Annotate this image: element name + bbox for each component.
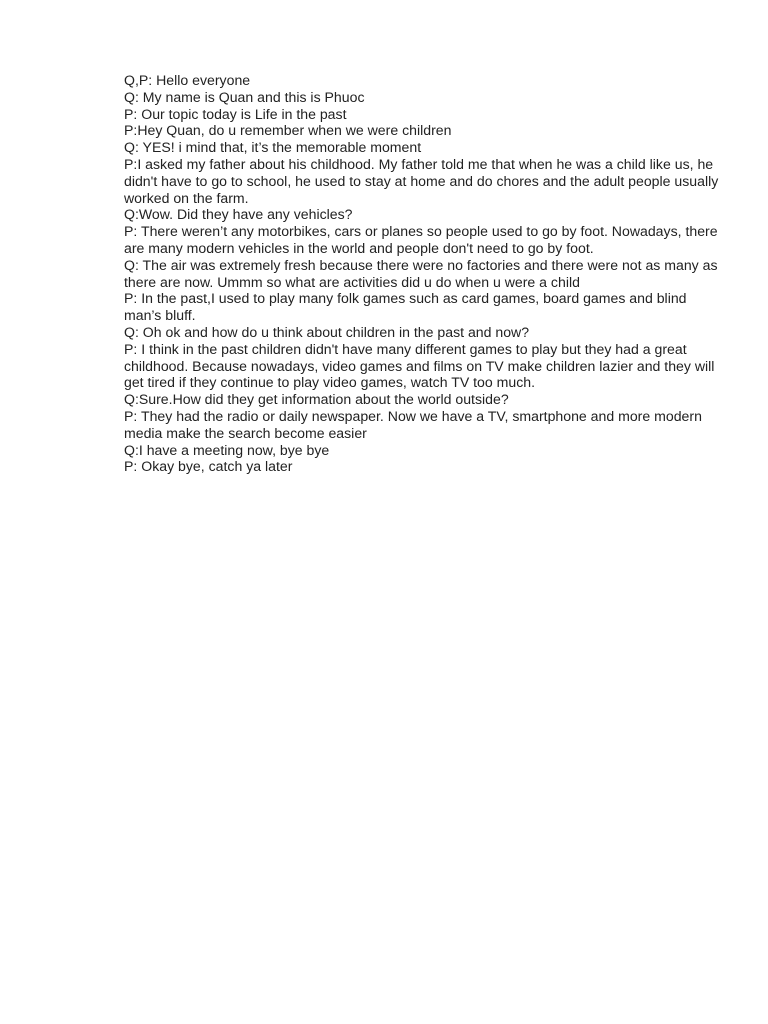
dialogue-line: P: I think in the past children didn't have many different games to play but they had a great childhood. Because nowadays, video games and films on TV make children lazier and they will get tired if they continue to play video games, watch TV too much. [124, 340, 715, 391]
dialogue-line: P: Our topic today is Life in the past [124, 105, 347, 122]
dialogue-line: P:I asked my father about his childhood. My father told me that when he was a child like us, he didn't have to go to school, he used to stay at home and do chores and the adult people usually worked on the farm. [124, 155, 719, 206]
dialogue-line: P: They had the radio or daily newspaper. Now we have a TV, smartphone and more modern media make the search become easier [124, 407, 702, 441]
dialogue-line: Q: My name is Quan and this is Phuoc [124, 88, 365, 105]
dialogue-line: Q:Wow. Did they have any vehicles? [124, 206, 353, 223]
dialogue-line: Q,P: Hello everyone [124, 72, 251, 88]
dialogue-line: Q: YES! i mind that, it’s the memorable moment [124, 139, 422, 156]
dialogue-line: Q:I have a meeting now, bye bye [124, 441, 330, 458]
dialogue-text [124, 72, 720, 475]
dialogue-line: P: Okay bye, catch ya later [124, 458, 293, 475]
dialogue-line: Q: The air was extremely fresh because there were no factories and there were not as many as there are now. Ummm so what are activities did u do when u were a child [124, 256, 718, 290]
dialogue-line: P: In the past,I used to play many folk games such as card games, board games and blind man’s bluff. [124, 290, 687, 324]
dialogue-line: Q:Sure.How did they get information about the world outside? [124, 391, 509, 408]
dialogue-line: Q: Oh ok and how do u think about children in the past and now? [124, 323, 530, 340]
dialogue-line: P:Hey Quan, do u remember when we were children [124, 122, 452, 139]
dialogue-line: P: There weren’t any motorbikes, cars or planes so people used to go by foot. Nowadays, there are many modern vehicles in the world and people don't need to go by foot. [124, 223, 718, 256]
